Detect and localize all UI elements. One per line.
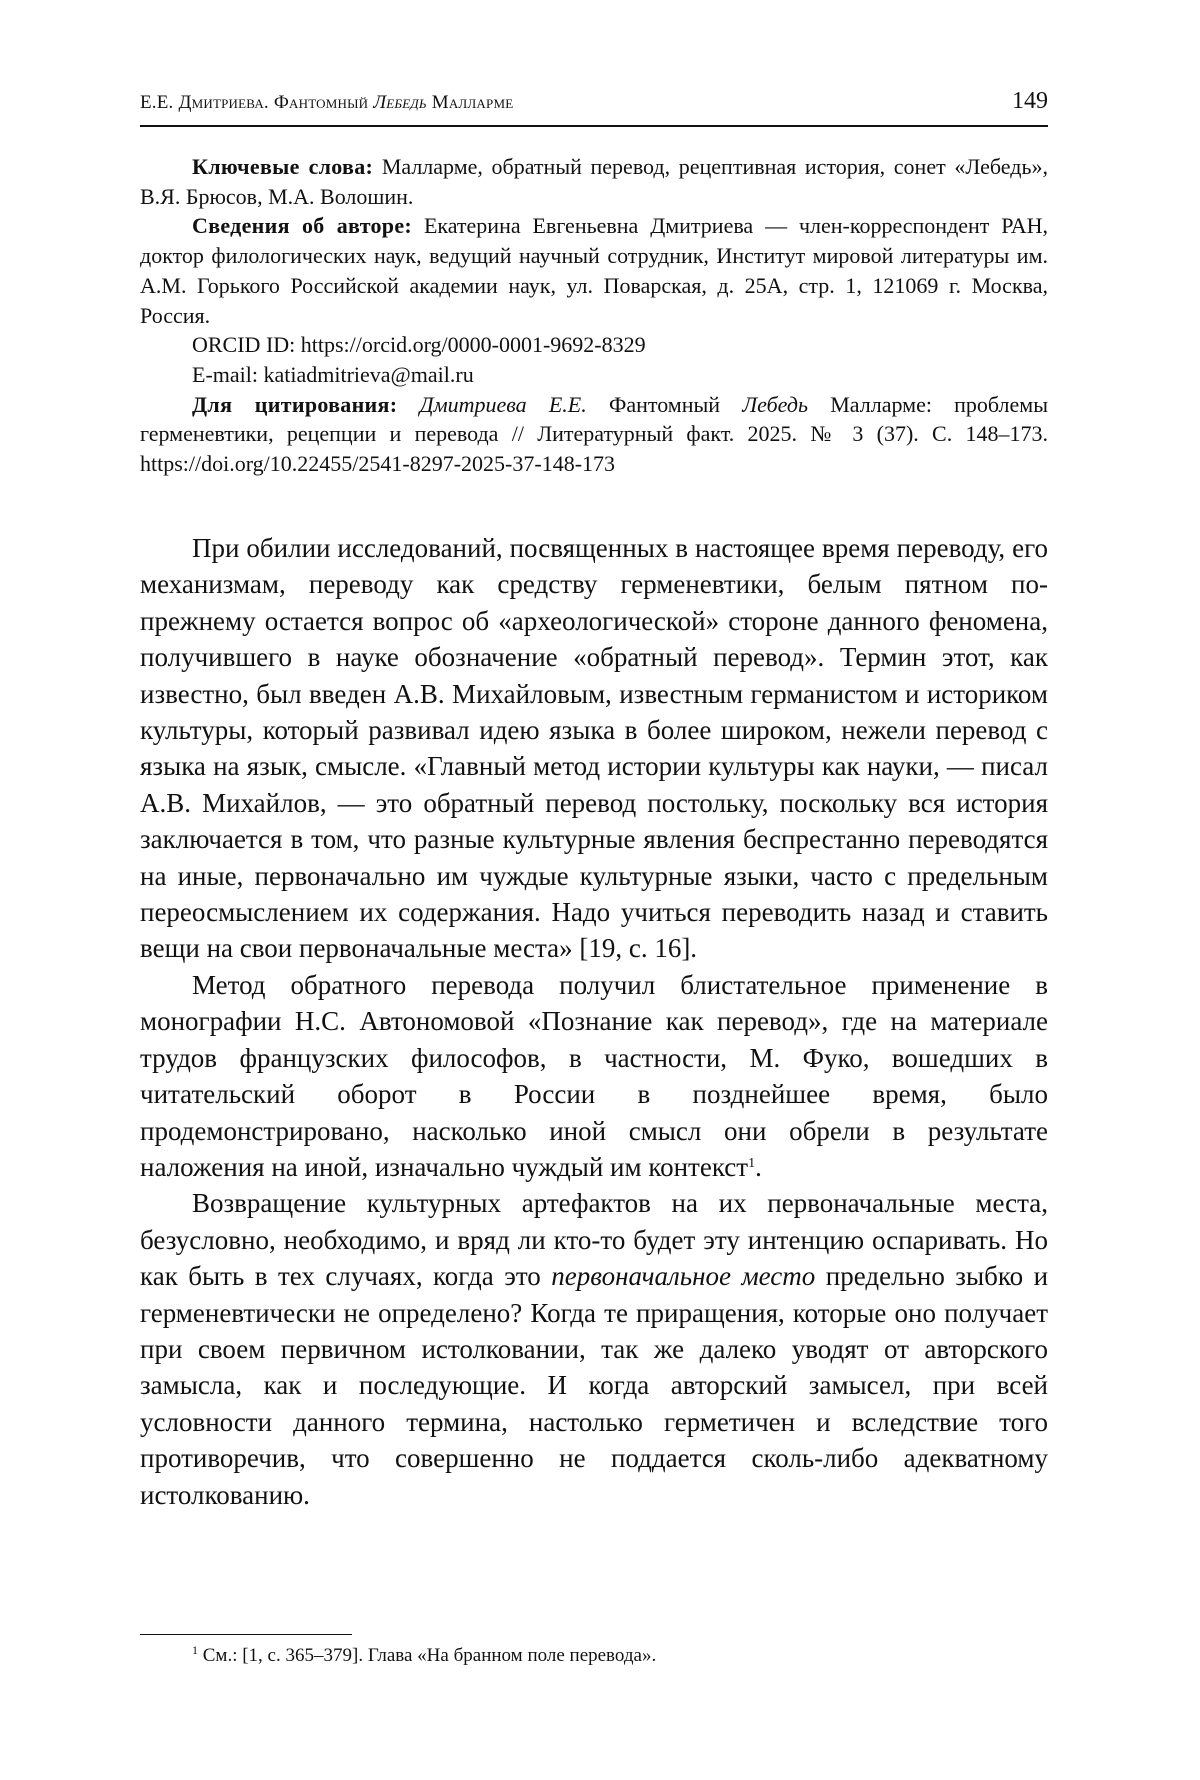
footnote-text: См.: [1, с. 365–379]. Глава «На бранном поле перевода». [202,1645,657,1666]
footnote-number: 1 [192,1643,198,1657]
author-info-text: Екатерина Евгеньевна Дмитриева — член-корреспондент РАН, доктор филологических наук, ведущий научный сотрудник, Институт мировой литературы им. А.М. Горького Российской академии наук, ул. Поварская, д. 25А, стр. 1, 121069 г. Москва, Россия. [140,213,1048,328]
running-title [140,92,513,114]
body-paragraph-3-start: Возвращение культурных артефактов на их первоначальные места, безусловно, необходимо, и вряд ли кто-то будет эту интенцию оспаривать. Но как быть в тех случаях, когда это [140,1188,1048,1292]
body-paragraph-3 [140,1185,1048,1513]
running-author: Е.Е. Дмитриева. [140,92,269,113]
citation-part1: Фантомный [608,391,721,417]
article-body [140,530,1048,1513]
keywords-label: Ключевые слова: [192,154,374,179]
body-paragraph-3-rest: предельно зыбко и герменевтически не определено? Когда те приращения, которые оно получает при своем первичном истолковании, так же далеко уводят от авторского замысла, как и последующие. И когда авторский замысел, при всей условности данного термина, настолько герметичен и вследствие того противоречив, что совершенно не поддается сколь-либо адекватному истолкованию. [140,1261,1049,1510]
citation-paragraph [140,390,1048,479]
keywords-text: Малларме, обратный перевод, рецептивная история, сонет «Лебедь», В.Я. Брюсов, М.А. Волошин. [140,154,1048,209]
running-title-italic: Лебедь [373,92,427,113]
header-rule [140,125,1048,127]
body-paragraph-3-italic: первоначальное место [551,1261,816,1292]
body-paragraph-2-end: . [755,1151,762,1182]
body-paragraph-2-text: Метод обратного перевода получил блистательное применение в монографии Н.С. Автономовой «Познание как перевод», где на материале трудов французских философов, в частности, М. Фуко, вошедших в читательский оборот в России в позднейшее время, было продемонстрировано, насколько иной смысл они обрели в результате наложения на иной, изначально чуждый им контекст [140,969,1048,1182]
author-info-paragraph [140,211,1048,330]
article-metadata [140,152,1048,479]
orcid-line: ORCID ID: https://orcid.org/0000-0001-9692-8329 [192,332,646,358]
running-title-end: Малларме [431,92,514,113]
keywords-paragraph [140,152,1048,211]
email-line: E-mail: katiadmitrieva@mail.ru [192,361,474,387]
footnote [192,1644,1048,1668]
citation-part2: Малларме: проблемы герменевтики, рецепции и перевода // Литературный факт. 2025. № 3 (37). С. 148–173. https://doi.org/10.22455/2541-8297-2025-37-148-173 [140,391,1049,477]
running-title-start: Фантомный [273,92,369,113]
citation-label: Для цитирования: [192,391,398,417]
running-header [140,88,1048,115]
body-paragraph-1: При обилии исследований, посвященных в настоящее время переводу, его механизмам, переводу как средству герменевтики, белым пятном по-прежнему остается вопрос об «археологической» стороне данного феномена, получившего в науке обозначение «обратный перевод». Термин этот, как известно, был введен А.В. Михайловым, известным германистом и историком культуры, который развивал идею языка в более широком, нежели перевод с языка на язык, смысле. «Главный метод истории культуры как науки, — писал А.В. Михайлов, — это обратный перевод постольку, поскольку вся история заключается в том, что разные культурные явления беспрестанно переводятся на иные, первоначально им чуждые культурные языки, часто с предельным переосмыслением их содержания. Надо учиться переводить назад и ставить вещи на свои первоначальные места» [19, с. 16]. [140,533,1048,964]
citation-author: Дмитриева Е.Е. [419,391,587,417]
citation-title-italic: Лебедь [742,391,809,417]
page-number: 149 [1012,88,1048,114]
footnote-rule [140,1634,352,1635]
author-info-label: Сведения об авторе: [192,213,413,239]
body-paragraph-2 [140,967,1048,1185]
footnote-reference[interactable]: 1 [748,1155,756,1171]
